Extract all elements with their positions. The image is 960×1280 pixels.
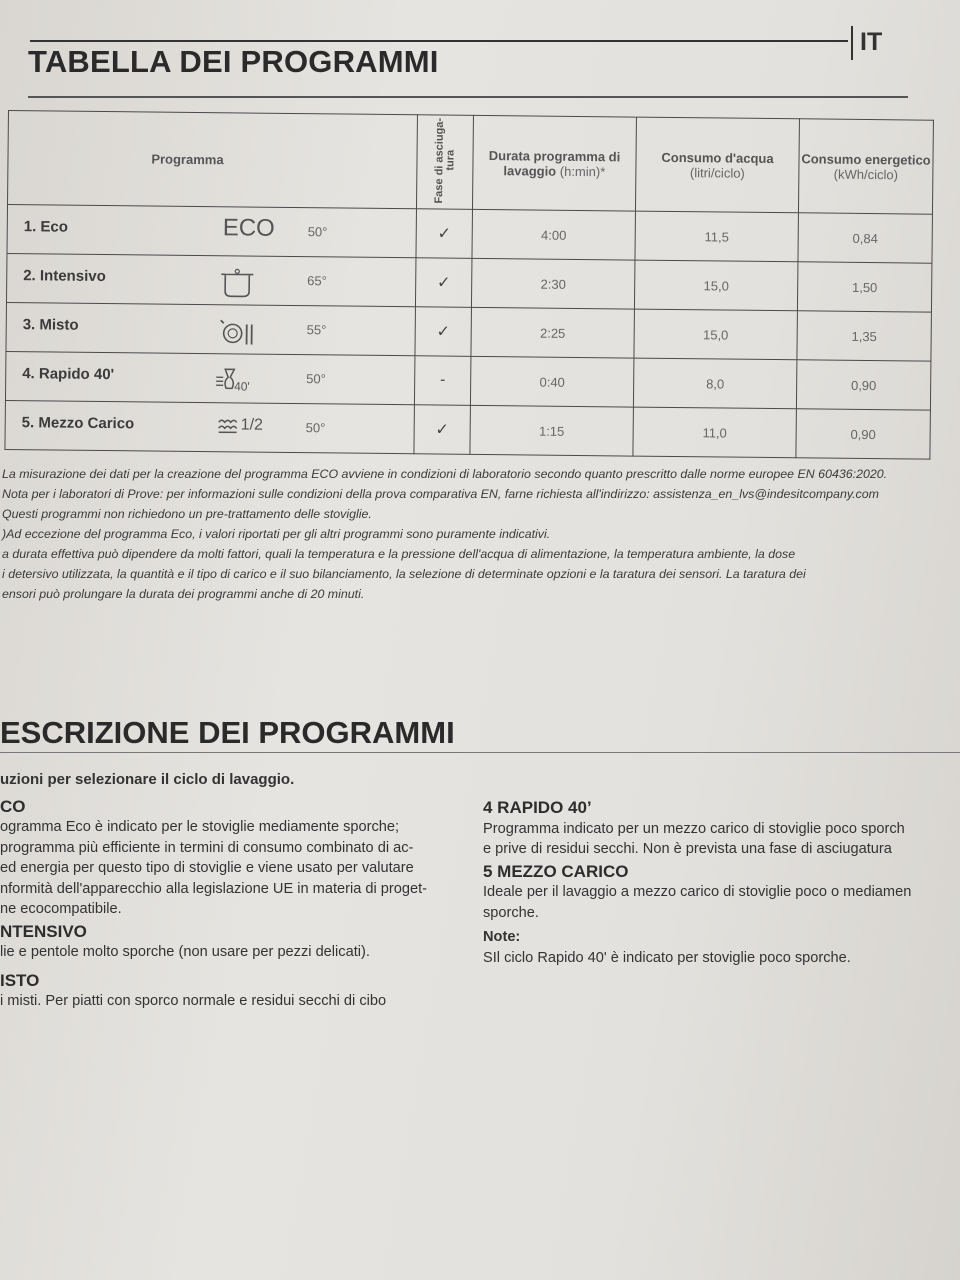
description-intro: uzioni per selezionare il ciclo di lavaggio.	[0, 771, 295, 788]
programs-table	[4, 110, 934, 460]
duration-value: 2:25	[471, 307, 635, 358]
program-name: 2. Intensivo	[23, 267, 106, 286]
table-header-row	[8, 111, 934, 215]
section-rule	[0, 752, 960, 753]
duration-value: 0:40	[470, 356, 634, 407]
program-temperature: 65°	[307, 273, 327, 289]
program-text: i misti. Per piatti con sporco normale e residui secchi di cibo	[0, 993, 387, 1009]
program-heading: CO	[0, 796, 26, 816]
description-right-column	[483, 796, 960, 968]
energy-value: 1,35	[797, 311, 932, 361]
energy-value: 0,84	[798, 213, 933, 263]
program-temperature: 55°	[306, 322, 327, 338]
program-text: lie e pentole molto sporche (non usare per pezzi delicati).	[0, 944, 370, 960]
program-text: sporche.	[483, 904, 539, 921]
description-left-column	[0, 770, 470, 1012]
program-text: nformità dell'apparecchio alla legislazione UE in materia di proget-	[0, 880, 428, 897]
plate-cutlery-icon	[217, 314, 269, 345]
program-text: ne ecocompatibile.	[0, 901, 122, 917]
top-rule	[30, 40, 848, 42]
header-drying-label: Fase di asciuga-tura	[432, 117, 457, 204]
header-water: Consumo d'acqua (litri/ciclo)	[635, 117, 799, 213]
header-drying	[416, 115, 473, 210]
rapid-40-icon: 40'	[214, 363, 266, 394]
header-duration: Durata programma di lavaggio (h:min)*	[472, 115, 636, 211]
program-name: 5. Mezzo Carico	[21, 414, 135, 433]
energy-value: 0,90	[796, 409, 931, 459]
section-title: ESCRIZIONE DEI PROGRAMMI	[0, 715, 455, 750]
footnote-line: Questi programmi non richiedono un pre-trattamento delle stoviglie.	[2, 507, 372, 521]
table-footnotes	[0, 464, 960, 604]
header-energy: Consumo energetico (kWh/ciclo)	[798, 119, 933, 214]
language-divider	[851, 26, 853, 60]
program-name: 1. Eco	[23, 218, 69, 236]
program-name: 3. Misto	[22, 316, 79, 334]
program-text: ogramma Eco è indicato per le stoviglie mediamente sporche;	[0, 819, 400, 835]
program-text: ed energia per questo tipo di stoviglie e viene usato per valutare	[0, 860, 414, 876]
program-text: e prive di residui secchi. Non è prevista una fase di asciugatura	[483, 841, 892, 857]
duration-value: 2:30	[471, 258, 635, 309]
page-title: TABELLA DEI PROGRAMMI	[28, 44, 439, 79]
water-value: 15,0	[634, 260, 798, 311]
program-heading: 4 RAPIDO 40’	[483, 798, 592, 817]
footnote-line: Nota per i laboratori di Prove: per informazioni sulle condizioni della prova comparativa EN, farne richiesta all'indirizzo: assistenza_en_lvs@indesitcompany.com	[2, 487, 879, 501]
duration-value: 4:00	[472, 209, 636, 260]
energy-value: 1,50	[797, 262, 932, 312]
title-rule	[28, 96, 908, 98]
water-value: 8,0	[633, 358, 797, 409]
footnote-line: La misurazione dei dati per la creazione del programma ECO avviene in condizioni di laboratorio secondo quanto prescritto dalle norme europee EN 60436:2020.	[2, 467, 888, 481]
program-text: Programma indicato per un mezzo carico di stoviglie poco sporch	[483, 820, 905, 837]
duration-value: 1:15	[470, 405, 634, 456]
half-load-icon: 1/2	[216, 412, 268, 443]
drying-check: ✓	[415, 307, 472, 357]
drying-check: ✓	[415, 258, 472, 308]
water-value: 11,5	[635, 211, 799, 262]
program-temperature: 50°	[307, 224, 328, 240]
water-value: 15,0	[634, 309, 798, 360]
program-text: programma più efficiente in termini di consumo combinato di ac-	[0, 839, 414, 856]
water-value: 11,0	[633, 407, 797, 458]
program-text: Ideale per il lavaggio a mezzo carico di stoviglie poco o mediamen	[483, 884, 912, 900]
table-row	[5, 400, 930, 459]
language-code: IT	[860, 28, 883, 56]
program-heading: 5 MEZZO CARICO	[483, 861, 629, 881]
program-temperature: 50°	[306, 371, 326, 387]
program-name: 4. Rapido 40'	[22, 365, 115, 384]
program-heading: NTENSIVO	[0, 921, 87, 941]
footnote-line: a durata effettiva può dipendere da molti fattori, quali la temperatura e la pressione dell'acqua di alimentazione, la temperatura ambiente, la dose	[2, 547, 796, 561]
eco-icon: ECO	[222, 214, 275, 242]
header-program: Programma	[8, 111, 418, 209]
footnote-line: )Ad eccezione del programma Eco, i valori riportati per gli altri programmi sono puramente indicativi.	[2, 527, 551, 541]
drying-check: ✓	[414, 405, 471, 455]
drying-check: -	[414, 356, 471, 406]
energy-value: 0,90	[796, 360, 931, 410]
note-text: SIl ciclo Rapido 40' è indicato per stoviglie poco sporche.	[483, 949, 851, 966]
footnote-line: i detersivo utilizzata, la quantità e il tipo di carico e il suo bilanciamento, la selezione di determinate opzioni e la taratura dei sensori. La taratura dei	[2, 567, 806, 581]
drying-check: ✓	[416, 209, 473, 259]
note-heading: Note:	[483, 929, 521, 945]
pot-icon	[217, 265, 269, 296]
footnote-line: ensori può prolungare la durata dei programmi anche di 20 minuti.	[2, 587, 365, 601]
program-temperature: 50°	[305, 420, 326, 436]
program-heading: ISTO	[0, 970, 40, 990]
